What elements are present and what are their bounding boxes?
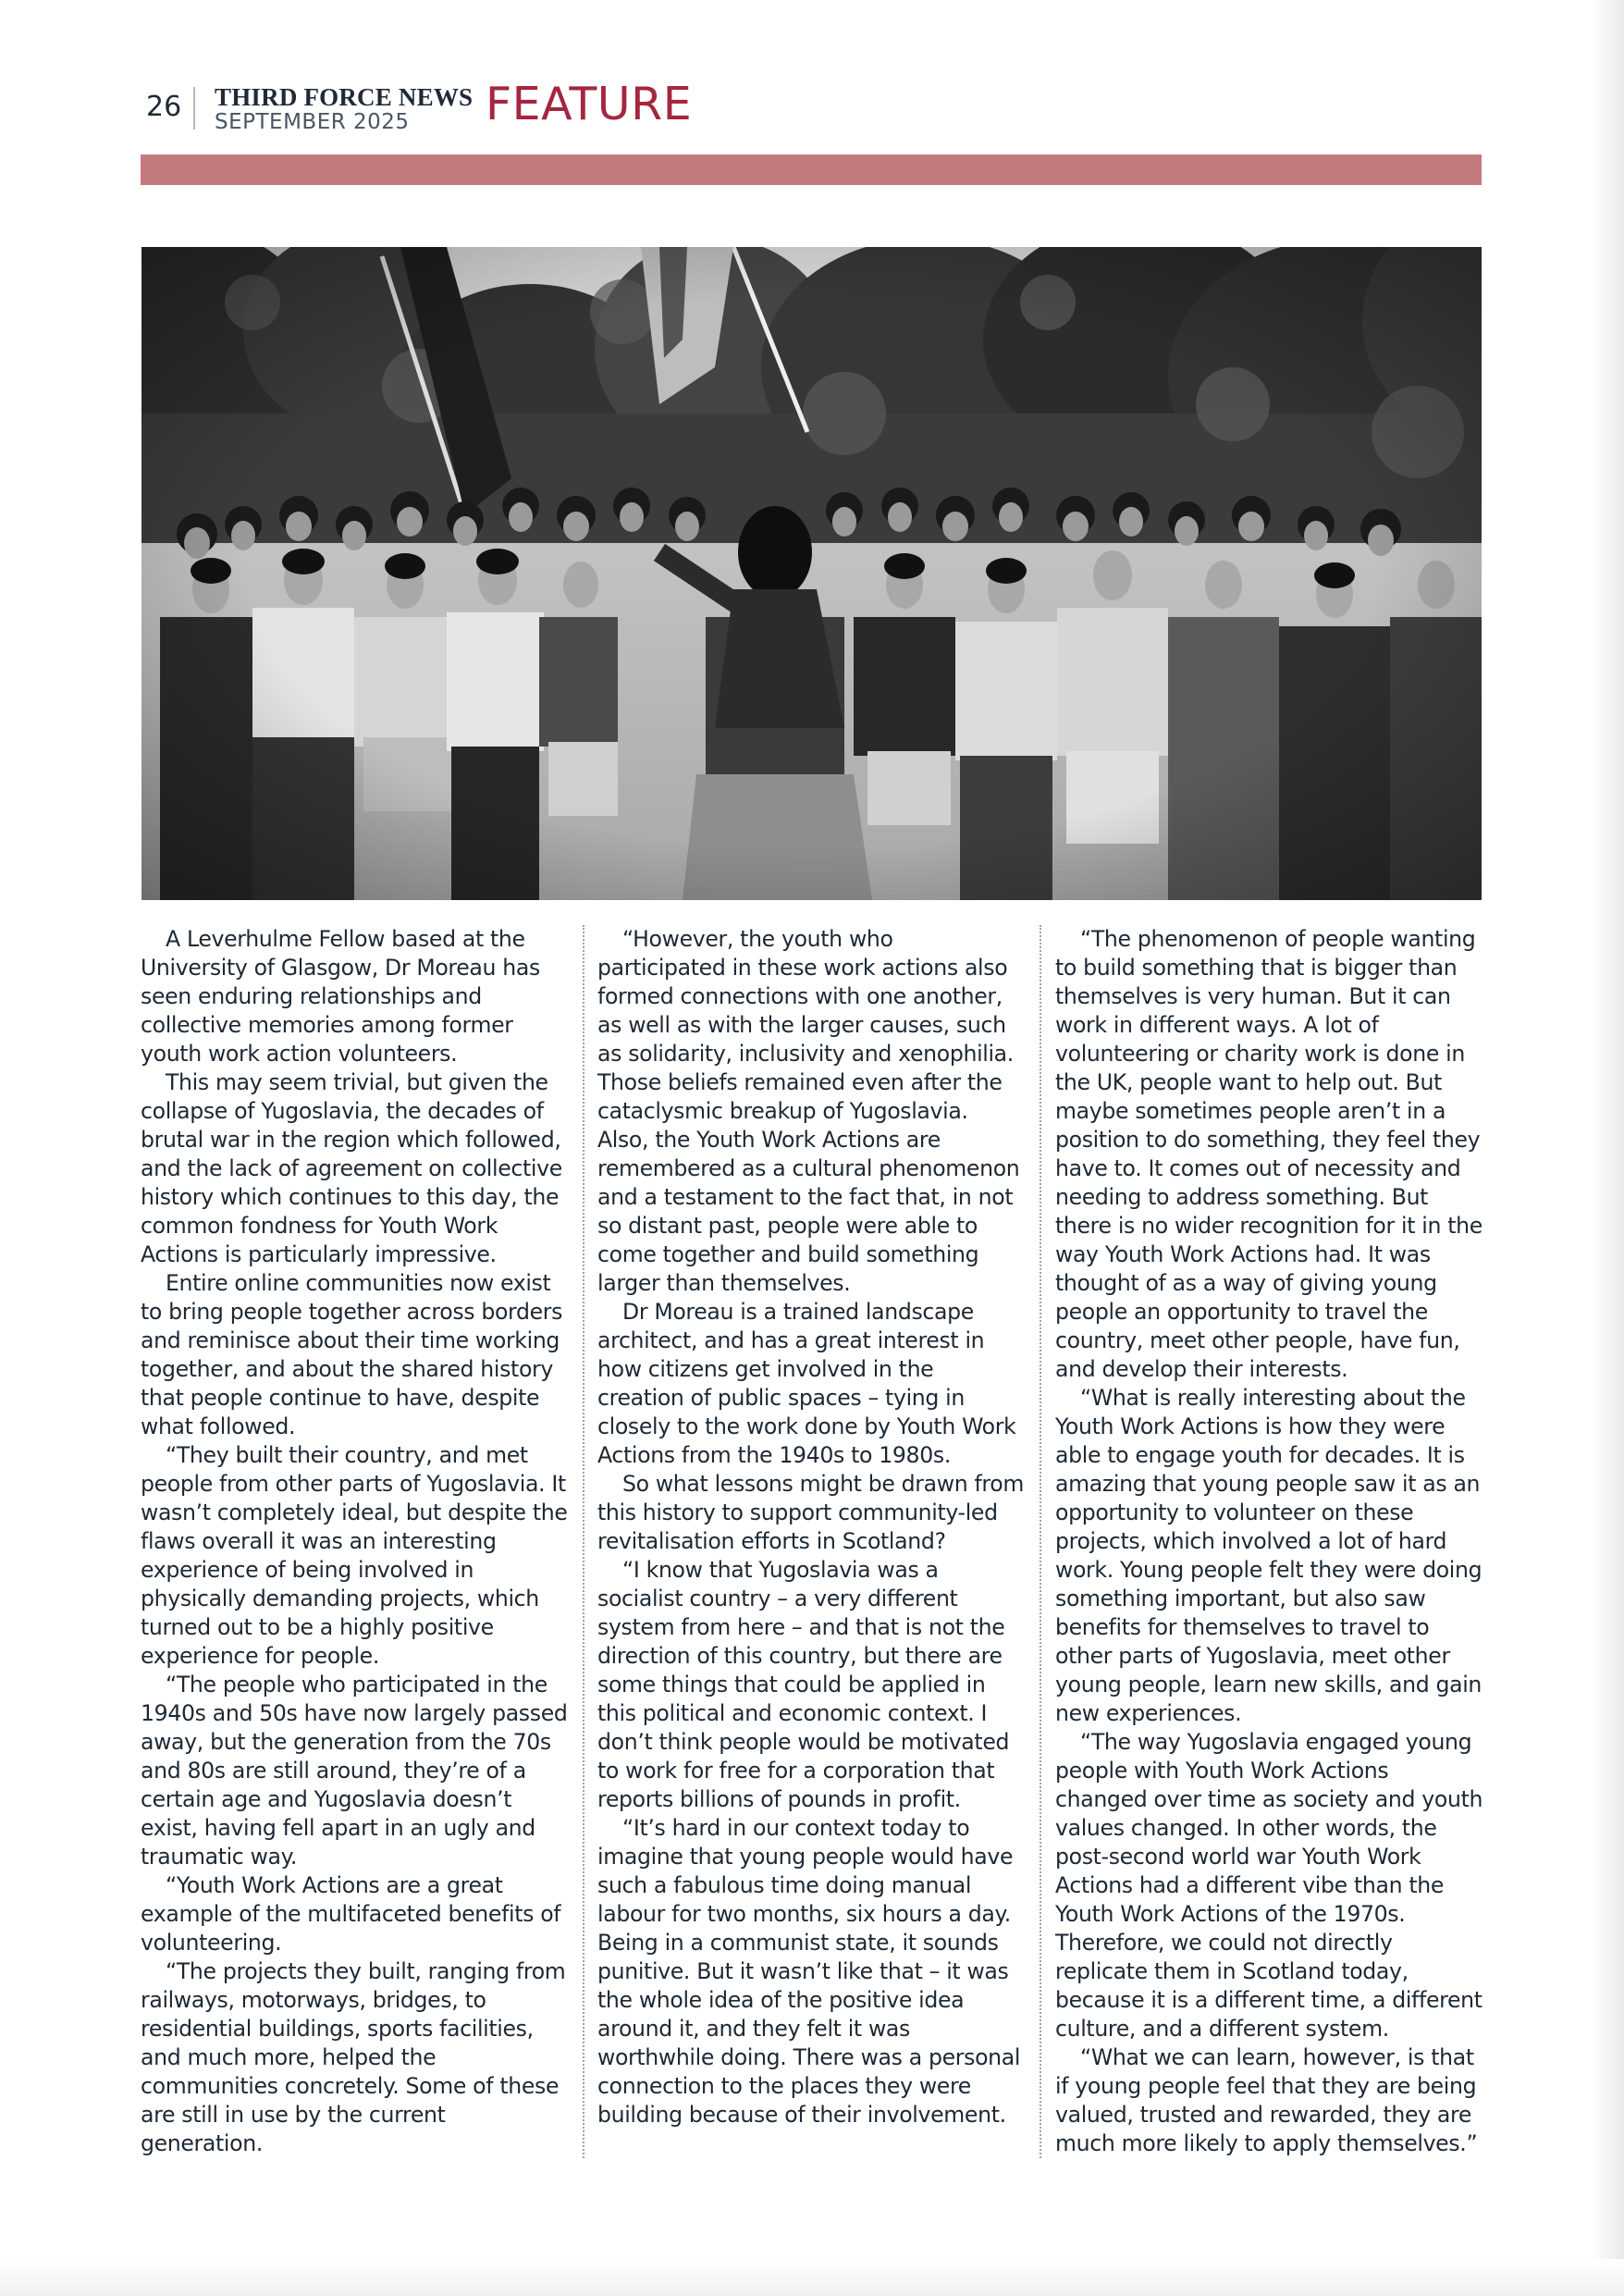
header-color-band [141,154,1482,185]
paragraph: This may seem trivial, but given the collapse of Yugoslavia, the decades of brutal war in the region which followed, and the lack of agreement on collective history which continues to this day, the common fondness for Youth Work Actions is particularly impressive. [141,1069,562,1267]
photo-illustration [141,247,1482,900]
paragraph: Entire online communities now exist to bring people together across borders and reminisce about their time working together, and about the shared history that people continue to have, despite what followed. [141,1270,563,1439]
paragraph: “The projects they built, ranging from railways, motorways, bridges, to residential buildings, sports facilities, and much more, helped the communities concretely. Some of these are still in use by the current generation. [141,1958,566,2156]
paragraph: A Leverhulme Fellow based at the University of Glasgow, Dr Moreau has seen enduring relationships and collective memories among former youth work action volunteers. [141,926,540,1067]
paragraph: “Youth Work Actions are a great example of the multifaceted benefits of volunteering. [141,1872,561,1956]
paragraph: “What is really interesting about the Youth Work Actions is how they were able to engage youth for decades. It is amazing that young people saw it as an opportunity to volunteer on these projects, which involved a lot of hard work. Young people felt they were doing something important, but also saw benefits for themselves to travel to other parts of Yugoslavia, meet other young people, learn new skills, and gain new experiences. [1055,1385,1483,1726]
paragraph: “What we can learn, however, is that if young people feel that they are being valued, trusted and rewarded, they are much more likely to apply themselves.” [1055,2044,1478,2156]
paragraph: “It’s hard in our context today to imagine that young people would have such a fabulous time doing manual labour for two months, six hours a day. Being in a communist state, it sounds punitive. But it wasn’t like that – it was the whole idea of the positive idea around it, and they felt it was worthwhile doing. There was a personal connection to the places they were building because of their involvement. [597,1815,1021,2128]
page-edge-shadow [1591,0,1624,2296]
issue-date: SEPTEMBER 2025 [215,110,410,134]
paragraph: “However, the youth who participated in these work actions also formed connections with one another, as well as with the larger causes, such as solidarity, inclusivity and xenophilia. Those beliefs remained even after the cataclysmic breakup of Yugoslavia. Also, the Youth Work Actions are remembered as a cultural phenomenon and a testament to the fact that, in not so distant past, people were able to come together and build something larger than themselves. [597,926,1020,1296]
section-title: FEATURE [486,78,693,130]
article-column-1 [141,925,568,2158]
paragraph: So what lessons might be drawn from this history to support community-led revitalisation efforts in Scotland? [597,1471,1024,1554]
article-column-2 [597,925,1025,2129]
page-header [141,78,1482,142]
archival-photo-youth-work-action-group [141,247,1482,900]
paragraph: “I know that Yugoslavia was a socialist country – a very different system from here – and that is not the direction of this country, but there are some things that could be applied in this political and economic context. I don’t think people would be motivated to work for free for a corporation that reports billions of pounds in profit. [597,1557,1010,1812]
paragraph: “They built their country, and met people from other parts of Yugoslavia. It wasn’t completely ideal, but despite the flaws overall it was an interesting experience of being involved in physically demanding projects, which turned out to be a highly positive experience for people. [141,1442,568,1669]
column-divider [1040,925,1041,2158]
header-divider [193,87,195,130]
column-divider [583,925,584,2158]
publication-name: THIRD FORCE NEWS [215,83,474,111]
paragraph: “The way Yugoslavia engaged young people with Youth Work Actions changed over time as society and youth values changed. In other words, the post-second world war Youth Work Actions had a different vibe than the Youth Work Actions of the 1970s. Therefore, we could not directly replicate them in Scotland today, because it is a different time, a different culture, and a different system. [1055,1729,1483,2042]
paragraph: “The people who participated in the 1940s and 50s have now largely passed away, but the generation from the 70s and 80s are still around, they’re of a certain age and Yugoslavia doesn’t exist, having fell apart in an ugly and traumatic way. [141,1672,568,1870]
paragraph: “The phenomenon of people wanting to build something that is bigger than themselves is very human. But it can work in different ways. A lot of volunteering or charity work is done in the UK, people want to help out. But maybe sometimes people aren’t in a position to do something, they feel they have to. It comes out of necessity and needing to address something. But there is no wider recognition for it in the way Youth Work Actions had. It was thought of as a way of giving young people an opportunity to travel the country, meet other people, have fun, and develop their interests. [1055,926,1483,1382]
paragraph: Dr Moreau is a trained landscape architect, and has a great interest in how citizens get involved in the creation of public spaces – tying in closely to the work done by Youth Work Actions from the 1940s to 1980s. [597,1299,1016,1468]
article-column-3 [1055,925,1483,2158]
page-bottom-shadow [0,2259,1624,2296]
page-number: 26 [146,91,182,123]
